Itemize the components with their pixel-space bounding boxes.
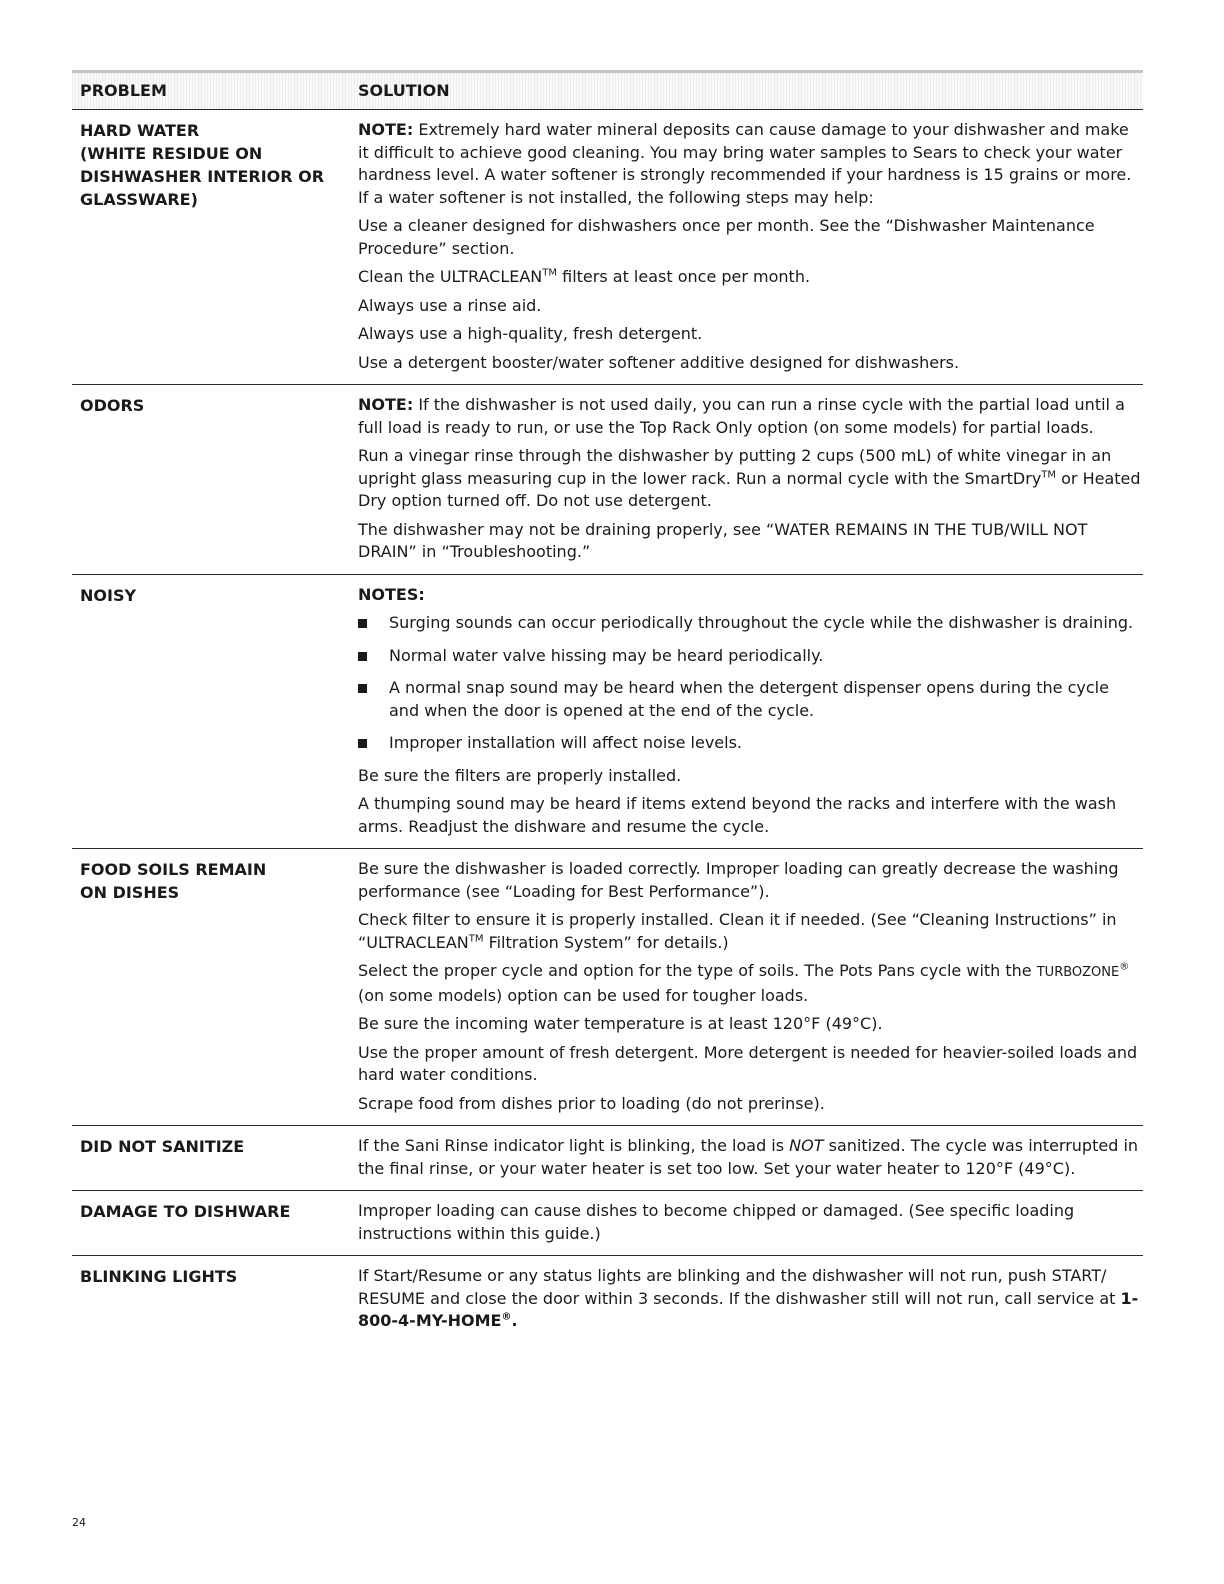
solution-paragraph — [358, 1135, 1143, 1180]
text-part: Run a vinegar rinse through the dishwasher by putting 2 cups (500 mL) of white vinegar in an upright glass measuring cup in the lower rack. Run a normal cycle with the SmartDry — [358, 446, 1112, 488]
text-part: If Start/Resume or any status lights are blinking and the dishwasher will not run, push START/ RESUME and close the door within 3 seconds. If the dishwasher still will not run, call service at — [358, 1266, 1116, 1308]
trademark-mark: TM — [1041, 469, 1057, 481]
problem-cell — [72, 1132, 358, 1186]
problem-line: GLASSWARE) — [80, 190, 198, 209]
problem-cell — [72, 391, 358, 570]
table-row-noisy — [72, 574, 1143, 849]
solution-paragraph: Be sure the dishwasher is loaded correctly. Improper loading can greatly decrease the washing performance (see “Loading for Best Performance”). — [358, 859, 1119, 901]
solution-paragraph: Use a cleaner designed for dishwashers once per month. See the “Dishwasher Maintenance Procedure” section. — [358, 216, 1095, 258]
table-header — [72, 70, 1143, 109]
table-row-did-not-sanitize — [72, 1125, 1143, 1190]
problem-line: BLINKING LIGHTS — [80, 1267, 238, 1286]
note-text: Extremely hard water mineral deposits can cause damage to your dishwasher and make it difficult to achieve good cleaning. You may bring water samples to Sears to check your water hardness level. A water softener is strongly recommended if your hardness is 15 grains or more. If a water softener is not installed, the following steps may help: — [358, 120, 1132, 207]
list-item: Improper installation will affect noise levels. — [358, 732, 1143, 755]
table-row-hard-water — [72, 109, 1143, 384]
table-row-food-soils — [72, 848, 1143, 1125]
notes-label: NOTES: — [358, 584, 425, 604]
header-problem: PROBLEM — [80, 81, 167, 100]
problem-line: FOOD SOILS REMAIN — [80, 860, 267, 879]
table-row-damage-to-dishware — [72, 1190, 1143, 1255]
list-item: A normal snap sound may be heard when the detergent dispenser opens during the cycle and when the door is opened at the end of the cycle. — [358, 677, 1143, 722]
text-part: Select the proper cycle and option for the type of soils. The Pots Pans cycle with the — [358, 961, 1037, 980]
emphasis-not: NOT — [789, 1136, 824, 1155]
problem-cell — [72, 1262, 358, 1339]
troubleshooting-table — [72, 70, 1143, 1343]
solution-paragraph — [358, 266, 1143, 289]
solution-paragraph — [358, 1265, 1143, 1333]
solution-cell — [358, 391, 1143, 570]
problem-cell — [72, 116, 358, 380]
list-item: Surging sounds can occur periodically throughout the cycle while the dishwasher is draining. — [358, 612, 1143, 635]
note-label: NOTE: — [358, 395, 414, 414]
solution-paragraph — [358, 909, 1143, 954]
solution-paragraph — [358, 445, 1143, 513]
phone-period: . — [511, 1311, 518, 1330]
problem-line: DID NOT SANITIZE — [80, 1137, 245, 1156]
solution-paragraph: Use the proper amount of fresh detergent. More detergent is needed for heavier-soiled loads and hard water conditions. — [358, 1042, 1138, 1084]
solution-note — [358, 119, 1143, 209]
text-part: or Heated Dry option turned off. Do not use detergent. — [358, 468, 1141, 510]
problem-line: (WHITE RESIDUE ON — [80, 144, 263, 163]
text-part: (on some models) option can be used for tougher loads. — [358, 985, 809, 1005]
solution-cell — [358, 855, 1143, 1121]
table-row-odors — [72, 384, 1143, 574]
text-part: If the Sani Rinse indicator light is blinking, the load is — [358, 1136, 790, 1155]
problem-line: ON DISHES — [80, 883, 180, 902]
solution-cell — [358, 1197, 1143, 1251]
problem-line: ODORS — [80, 396, 145, 415]
text-part: Filtration System” for details.) — [483, 932, 729, 952]
solution-cell — [358, 1132, 1143, 1186]
problem-cell — [72, 1197, 358, 1251]
text-part: Clean the ULTRACLEAN — [358, 267, 543, 286]
problem-cell — [72, 581, 358, 845]
turbozone-text: TURBOZONE — [1036, 965, 1120, 980]
solution-note — [358, 394, 1143, 439]
list-item: Normal water valve hissing may be heard periodically. — [358, 645, 1143, 668]
solution-cell — [358, 116, 1143, 380]
solution-paragraph: Be sure the incoming water temperature is at least 120°F (49°C). — [358, 1014, 883, 1033]
text-part: Check filter to ensure it is properly installed. Clean it if needed. (See “Cleaning Instructions” in “ULTRACLEAN — [358, 910, 1117, 952]
problem-line: DAMAGE TO DISHWARE — [80, 1202, 291, 1221]
solution-paragraph: Always use a rinse aid. — [358, 295, 542, 315]
solution-paragraph: Always use a high-quality, fresh detergent. — [358, 324, 703, 343]
solution-paragraph: Be sure the filters are properly installed. — [358, 765, 682, 785]
solution-paragraph: The dishwasher may not be draining properly, see “WATER REMAINS IN THE TUB/WILL NOT DRAIN” in “Troubleshooting.” — [358, 519, 1088, 561]
table-row-blinking-lights — [72, 1255, 1143, 1343]
header-solution: SOLUTION — [358, 81, 450, 100]
solution-paragraph: Use a detergent booster/water softener additive designed for dishwashers. — [358, 352, 960, 372]
problem-line: DISHWASHER INTERIOR OR — [80, 167, 325, 186]
note-label: NOTE: — [358, 120, 414, 139]
trademark-mark: TM — [542, 267, 558, 279]
solution-paragraph: Scrape food from dishes prior to loading (do not prerinse). — [358, 1093, 825, 1113]
registered-mark: ® — [1119, 961, 1130, 973]
solution-paragraph: Improper loading can cause dishes to become chipped or damaged. (See specific loading instructions within this guide.) — [358, 1201, 1075, 1243]
solution-paragraph: A thumping sound may be heard if items extend beyond the racks and interfere with the wash arms. Readjust the dishware and resume the cycle. — [358, 794, 1117, 836]
trademark-mark: TM — [468, 933, 484, 945]
solution-cell — [358, 581, 1143, 845]
problem-line: HARD WATER — [80, 121, 200, 140]
note-text: If the dishwasher is not used daily, you can run a rinse cycle with the partial load until a full load is ready to run, or use the Top Rack Only option (on some models) for partial loads. — [358, 395, 1125, 437]
notes-list — [358, 612, 1143, 755]
solution-paragraph — [358, 960, 1143, 1007]
page-number: 24 — [72, 1516, 86, 1529]
text-part: filters at least once per month. — [557, 267, 811, 286]
problem-line: NOISY — [80, 585, 137, 605]
solution-cell — [358, 1262, 1143, 1339]
text-part: sanitized. The cycle was interrupted in the final rinse, or your water heater is set too low. Set your water heater to 120°F (49°C). — [358, 1136, 1139, 1178]
problem-cell — [72, 855, 358, 1121]
phone-text: 1-800-4-MY-HOME — [358, 1288, 1139, 1330]
registered-mark: ® — [501, 1311, 512, 1323]
